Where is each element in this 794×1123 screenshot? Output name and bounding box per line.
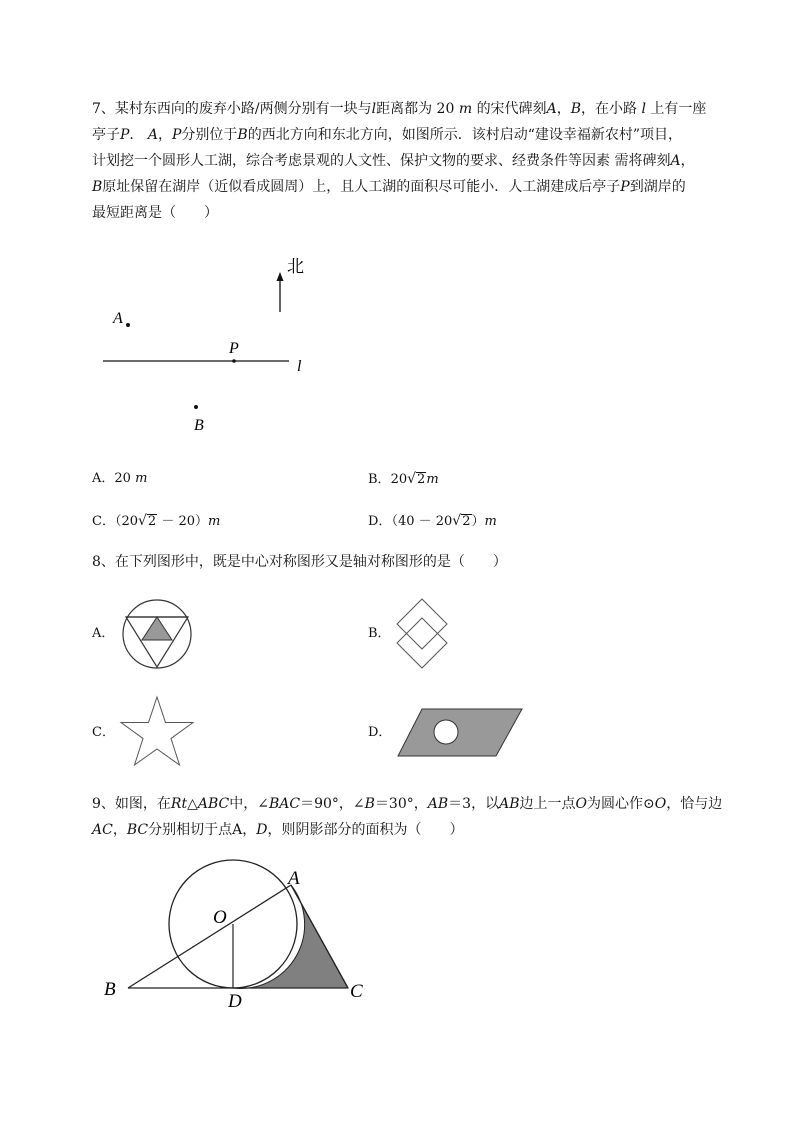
triangle-inner-shaded (142, 617, 172, 640)
line-l-label: l (297, 358, 302, 375)
question-8 (92, 549, 742, 575)
q8-figure-c (118, 695, 196, 769)
q7-line-3: 计划挖一个圆形人工湖，综合考虑景观的人文性、保护文物的要求、经费条件等因素 需将碑刻A， (92, 153, 695, 169)
q8-figure-a (120, 597, 194, 671)
label-o: O (213, 907, 227, 928)
point-b (194, 405, 198, 409)
label-d: D (228, 991, 242, 1012)
point-a-label: A (113, 310, 123, 327)
sqrt-symbol: √ (407, 471, 417, 487)
q8-option-a-label[interactable]: A． (92, 626, 115, 641)
question-9 (92, 791, 742, 843)
sqrt-symbol: √ (138, 513, 147, 529)
north-arrow-head (277, 272, 284, 281)
q7-option-b[interactable]: B．20√2m (368, 471, 439, 487)
point-p (232, 359, 236, 363)
point-p-label: P (229, 340, 239, 357)
label-b: B (104, 979, 116, 1000)
q8-option-c-label[interactable]: C． (92, 725, 115, 740)
q8-option-b-label[interactable]: B． (368, 626, 391, 641)
q8-option-d-label[interactable]: D． (368, 725, 392, 740)
parallelogram-shaded (398, 709, 522, 756)
north-label: 北 (287, 257, 304, 276)
q9-figure (100, 855, 380, 1015)
q7-line-1: 7、某村东西向的废弃小路/两侧分别有一块与l距离都为 20 m 的宋代碑刻A，B，在小路 l 上有一座 (92, 101, 707, 117)
q7-line-5: 最短距离是（ ） (92, 205, 218, 221)
q7-line-2: 亭子P． A，P分别位于B的西北方向和东北方向，如图所示．该村启动“建设幸福新农村”项目， (92, 127, 683, 143)
square-upper (397, 599, 447, 649)
label-c: C (350, 981, 363, 1002)
q7-option-c[interactable]: C．（20√2 － 20）m (92, 513, 221, 529)
q7-line-4: B原址保留在湖岸（近似看成圆周）上，且人工湖的面积尽可能小．人工湖建成后亭子P到湖岸的 (92, 179, 686, 195)
q8-figure-d (396, 707, 524, 759)
point-a (126, 323, 130, 327)
point-b-label: B (194, 417, 204, 434)
q9-line-2: AC，BC分别相切于点A，D，则阴影部分的面积为（ ） (92, 822, 464, 838)
q7-figure (95, 250, 315, 440)
sqrt-symbol: √ (452, 513, 462, 529)
star-shape (121, 697, 193, 765)
q8-text: 8、在下列图形中，既是中心对称图形又是轴对称图形的是（ ） (92, 554, 507, 570)
q8-figure-b (394, 597, 450, 673)
q7-option-d[interactable]: D．（40 － 20√2）m (368, 513, 497, 529)
square-lower (397, 618, 447, 668)
circle-hole (434, 720, 458, 744)
shaded-region (233, 885, 348, 988)
question-7 (92, 96, 742, 226)
segment-ab (128, 885, 291, 988)
q9-line-1: 9、如图，在Rt△ABC中，∠BAC＝90°，∠B＝30°，AB＝3，以AB边上一点O为圆心作⊙O，恰与边 (92, 796, 723, 812)
q7-option-a[interactable]: A．20 m (92, 471, 148, 486)
label-a: A (288, 868, 300, 889)
